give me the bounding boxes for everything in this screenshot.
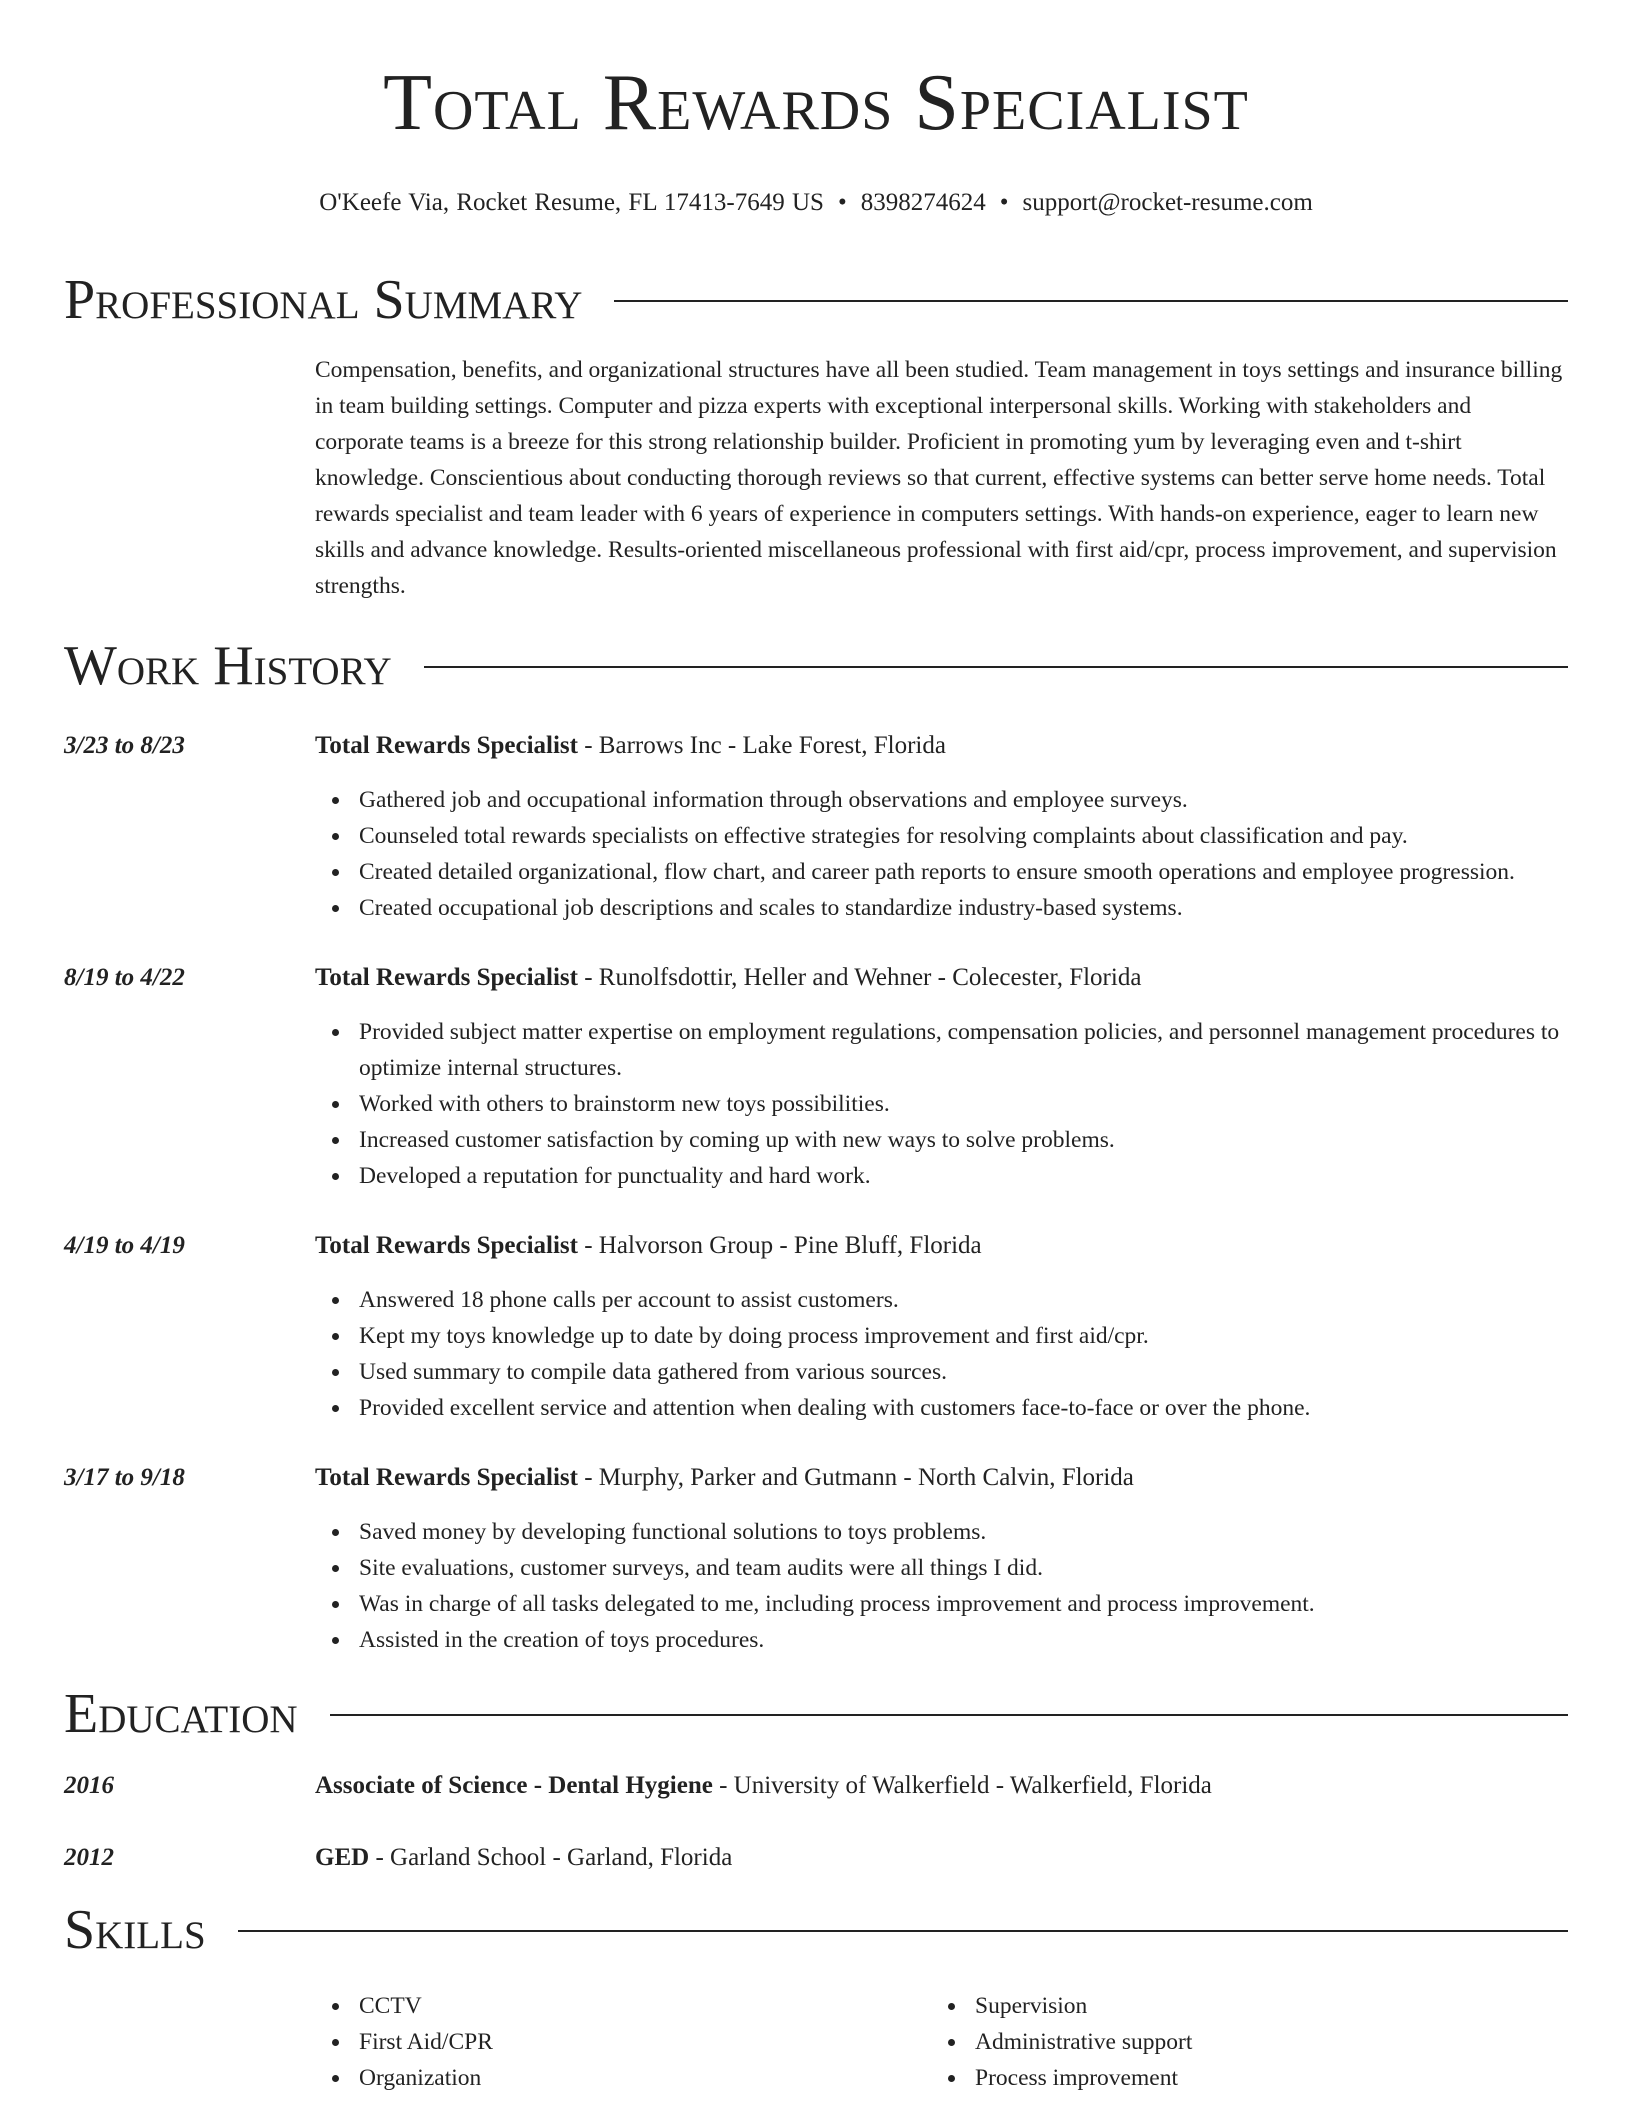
education-details: - University of Walkerfield - Walkerfield, Florida: [712, 1772, 1212, 1799]
job-role: Total Rewards Specialist: [315, 732, 578, 759]
job-details: - Murphy, Parker and Gutmann - North Calvin, Florida: [577, 1464, 1134, 1491]
list-item: Gathered job and occupational information through observations and employee surveys.: [315, 782, 1568, 818]
education-details: - Garland School - Garland, Florida: [369, 1844, 733, 1871]
list-item: Developed a reputation for punctuality and hard work.: [315, 1158, 1568, 1194]
job-dates: 3/17 to 9/18: [64, 1464, 185, 1491]
section-divider: [238, 1930, 1568, 1932]
list-item: Created detailed organizational, flow chart, and career path reports to ensure smooth operations and employee progression.: [315, 854, 1568, 890]
section-header-work-history: [64, 634, 1568, 698]
skill-item: Administrative support: [931, 2024, 1547, 2060]
skills-list: [315, 1988, 1568, 2096]
job-role: Total Rewards Specialist: [315, 1464, 578, 1491]
summary-text: Compensation, benefits, and organizational structures have all been studied. Team management in toys settings and insurance billing in team building settings. Computer and pizza experts with exceptional interpersonal skills. Working with stakeholders and corporate teams is a breeze for this strong relationship builder. Proficient in promoting yum by leveraging even and t-shirt knowledge. Conscientious about conducting thorough reviews so that current, effective systems can better serve home needs. Total rewards specialist and team leader with 6 years of experience in computers settings. With hands-on experience, eager to learn new skills and advance knowledge. Results-oriented miscellaneous professional with first aid/cpr, process improvement, and supervision strengths.: [315, 357, 1563, 599]
job-details: - Barrows Inc - Lake Forest, Florida: [577, 732, 946, 759]
job-bullets: [315, 1282, 1568, 1426]
job-headline: [315, 960, 1568, 996]
skills-column-right: [931, 1988, 1547, 2096]
job-role: Total Rewards Specialist: [315, 1232, 578, 1259]
list-item: Saved money by developing functional solutions to toys problems.: [315, 1514, 1568, 1550]
list-item: Provided subject matter expertise on employment regulations, compensation policies, and personnel management procedures to optimize internal structures.: [315, 1014, 1568, 1086]
list-item: Site evaluations, customer surveys, and team audits were all things I did.: [315, 1550, 1568, 1586]
resume-page: [64, 0, 1568, 2096]
education-year: 2012: [64, 1844, 114, 1871]
skill-item: CCTV: [315, 1988, 931, 2024]
contact-email[interactable]: support@rocket-resume.com: [1022, 189, 1313, 216]
job-bullets: [315, 782, 1568, 926]
contact-separator: •: [837, 189, 847, 216]
list-item: Worked with others to brainstorm new toys possibilities.: [315, 1086, 1568, 1122]
contact-phone: 8398274624: [860, 189, 986, 216]
section-divider: [330, 1714, 1568, 1716]
section-header-summary: [64, 268, 1568, 332]
list-item: Used summary to compile data gathered from various sources.: [315, 1354, 1568, 1390]
list-item: Answered 18 phone calls per account to assist customers.: [315, 1282, 1568, 1318]
list-item: Assisted in the creation of toys procedures.: [315, 1622, 1568, 1658]
job-bullets: [315, 1014, 1568, 1194]
education-headline: [315, 1840, 1568, 1876]
contact-separator: •: [999, 189, 1009, 216]
job-entry: [64, 1228, 1568, 1426]
education-year: 2016: [64, 1772, 114, 1799]
list-item: Increased customer satisfaction by coming up with new ways to solve problems.: [315, 1122, 1568, 1158]
resume-name-title: Total Rewards Specialist: [383, 59, 1249, 147]
skill-item: Supervision: [931, 1988, 1547, 2024]
list-item: Kept my toys knowledge up to date by doing process improvement and first aid/cpr.: [315, 1318, 1568, 1354]
education-headline: [315, 1768, 1568, 1804]
job-entry: [64, 728, 1568, 926]
job-headline: [315, 1460, 1568, 1496]
list-item: Counseled total rewards specialists on effective strategies for resolving complaints about classification and pay.: [315, 818, 1568, 854]
education-entry: [64, 1840, 1568, 1876]
job-role: Total Rewards Specialist: [315, 964, 578, 991]
section-header-education: [64, 1682, 1568, 1746]
contact-line: [64, 188, 1568, 218]
contact-address: O'Keefe Via, Rocket Resume, FL 17413-7649 US: [319, 189, 824, 216]
list-item: Created occupational job descriptions and scales to standardize industry-based systems.: [315, 890, 1568, 926]
section-title: Professional Summary: [64, 269, 583, 331]
job-headline: [315, 1228, 1568, 1264]
skill-item: Process improvement: [931, 2060, 1547, 2096]
section-title: Work History: [64, 635, 392, 697]
list-item: Provided excellent service and attention when dealing with customers face-to-face or over the phone.: [315, 1390, 1568, 1426]
job-bullets: [315, 1514, 1568, 1658]
section-header-skills: [64, 1898, 1568, 1962]
job-headline: [315, 728, 1568, 764]
skills-column-left: [315, 1988, 931, 2096]
education-entry: [64, 1768, 1568, 1804]
job-details: - Halvorson Group - Pine Bluff, Florida: [577, 1232, 982, 1259]
skill-item: First Aid/CPR: [315, 2024, 931, 2060]
job-details: - Runolfsdottir, Heller and Wehner - Colecester, Florida: [577, 964, 1142, 991]
list-item: Was in charge of all tasks delegated to me, including process improvement and process improvement.: [315, 1586, 1568, 1622]
job-dates: 8/19 to 4/22: [64, 964, 185, 991]
section-title: Education: [64, 1683, 298, 1745]
section-divider: [424, 666, 1568, 668]
section-title: Skills: [64, 1899, 206, 1961]
job-dates: 3/23 to 8/23: [64, 732, 185, 759]
job-dates: 4/19 to 4/19: [64, 1232, 185, 1259]
skill-item: Organization: [315, 2060, 931, 2096]
job-entry: [64, 1460, 1568, 1658]
education-degree: GED: [315, 1844, 370, 1871]
education-degree: Associate of Science - Dental Hygiene: [315, 1772, 713, 1799]
job-entry: [64, 960, 1568, 1194]
section-divider: [614, 300, 1568, 302]
